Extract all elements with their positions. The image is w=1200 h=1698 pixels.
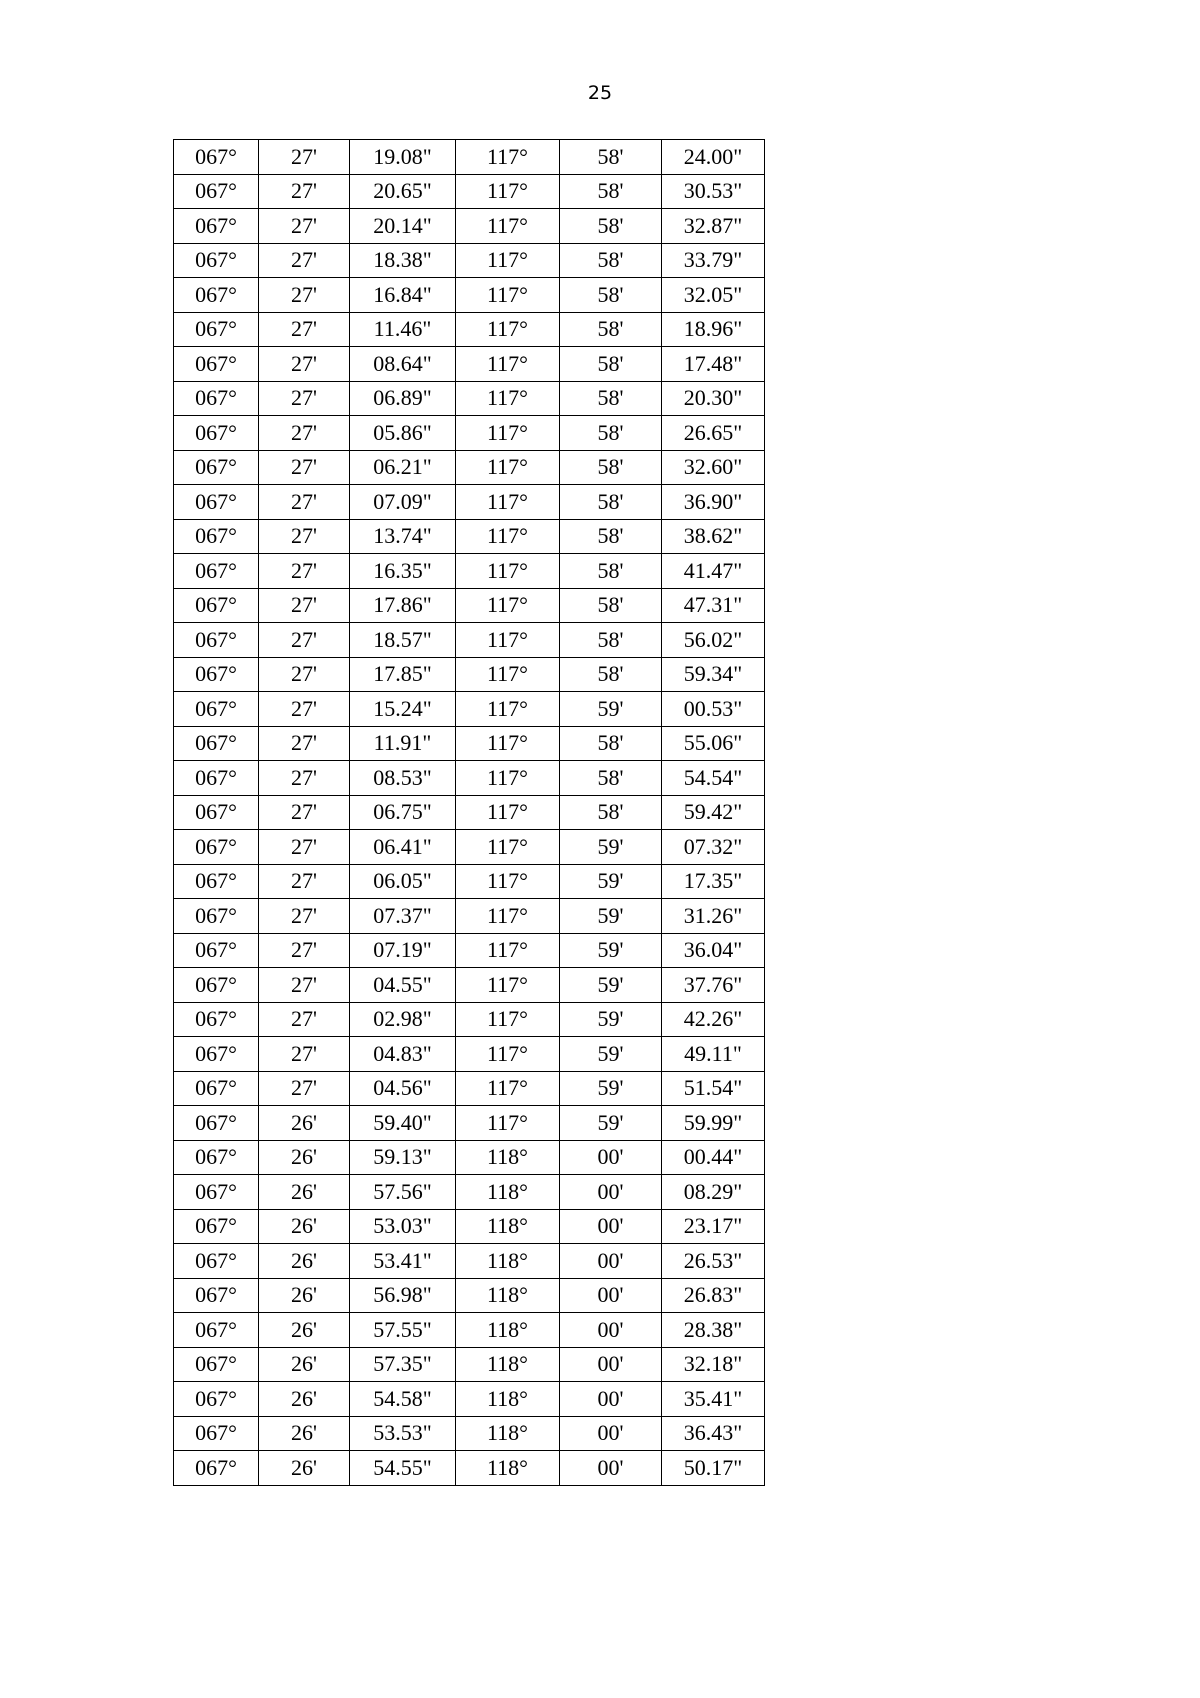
table-row <box>174 761 765 796</box>
lon-seconds-cell: 37.76" <box>662 968 765 1003</box>
lat-minutes-cell: 27' <box>259 657 350 692</box>
lon-seconds-cell: 55.06" <box>662 726 765 761</box>
table-row <box>174 1244 765 1279</box>
lon-minutes-cell: 59' <box>560 864 662 899</box>
lon-degrees-cell: 117° <box>456 519 560 554</box>
table-row <box>174 1313 765 1348</box>
lon-seconds-cell: 59.42" <box>662 795 765 830</box>
lat-minutes-cell: 27' <box>259 830 350 865</box>
lat-degrees-cell: 067° <box>174 209 259 244</box>
lon-degrees-cell: 118° <box>456 1451 560 1486</box>
lon-seconds-cell: 36.90" <box>662 485 765 520</box>
lat-seconds-cell: 15.24" <box>350 692 456 727</box>
lat-degrees-cell: 067° <box>174 1037 259 1072</box>
lon-degrees-cell: 118° <box>456 1278 560 1313</box>
lon-seconds-cell: 20.30" <box>662 381 765 416</box>
lat-seconds-cell: 16.35" <box>350 554 456 589</box>
lat-degrees-cell: 067° <box>174 554 259 589</box>
table-row <box>174 1382 765 1417</box>
lon-seconds-cell: 38.62" <box>662 519 765 554</box>
lat-minutes-cell: 27' <box>259 933 350 968</box>
lon-seconds-cell: 32.05" <box>662 278 765 313</box>
table-row <box>174 1278 765 1313</box>
lat-minutes-cell: 27' <box>259 312 350 347</box>
lon-degrees-cell: 117° <box>456 140 560 175</box>
lon-degrees-cell: 117° <box>456 1002 560 1037</box>
lon-degrees-cell: 117° <box>456 1106 560 1141</box>
lat-degrees-cell: 067° <box>174 588 259 623</box>
lon-degrees-cell: 117° <box>456 312 560 347</box>
lat-seconds-cell: 59.13" <box>350 1140 456 1175</box>
lon-seconds-cell: 59.99" <box>662 1106 765 1141</box>
lon-degrees-cell: 117° <box>456 347 560 382</box>
lon-degrees-cell: 117° <box>456 899 560 934</box>
lon-seconds-cell: 47.31" <box>662 588 765 623</box>
lon-seconds-cell: 24.00" <box>662 140 765 175</box>
lat-degrees-cell: 067° <box>174 1382 259 1417</box>
lat-degrees-cell: 067° <box>174 623 259 658</box>
lat-seconds-cell: 06.41" <box>350 830 456 865</box>
lat-seconds-cell: 54.55" <box>350 1451 456 1486</box>
table-row <box>174 1106 765 1141</box>
lon-minutes-cell: 00' <box>560 1244 662 1279</box>
lat-degrees-cell: 067° <box>174 1209 259 1244</box>
lon-seconds-cell: 59.34" <box>662 657 765 692</box>
lon-degrees-cell: 117° <box>456 209 560 244</box>
lon-degrees-cell: 117° <box>456 657 560 692</box>
lon-seconds-cell: 28.38" <box>662 1313 765 1348</box>
lat-degrees-cell: 067° <box>174 519 259 554</box>
lon-degrees-cell: 117° <box>456 243 560 278</box>
lon-minutes-cell: 58' <box>560 726 662 761</box>
lon-minutes-cell: 00' <box>560 1313 662 1348</box>
lat-minutes-cell: 27' <box>259 1037 350 1072</box>
lat-degrees-cell: 067° <box>174 1071 259 1106</box>
coordinates-table <box>173 139 765 1486</box>
lon-minutes-cell: 59' <box>560 1071 662 1106</box>
lat-minutes-cell: 27' <box>259 519 350 554</box>
table-row <box>174 899 765 934</box>
table-row <box>174 1140 765 1175</box>
lon-degrees-cell: 117° <box>456 864 560 899</box>
lat-seconds-cell: 17.85" <box>350 657 456 692</box>
lat-degrees-cell: 067° <box>174 1002 259 1037</box>
lon-seconds-cell: 31.26" <box>662 899 765 934</box>
lon-minutes-cell: 00' <box>560 1209 662 1244</box>
lat-minutes-cell: 26' <box>259 1106 350 1141</box>
lon-degrees-cell: 118° <box>456 1382 560 1417</box>
lon-degrees-cell: 118° <box>456 1313 560 1348</box>
lat-seconds-cell: 57.35" <box>350 1347 456 1382</box>
table-row <box>174 347 765 382</box>
table-row <box>174 1347 765 1382</box>
lon-degrees-cell: 117° <box>456 174 560 209</box>
lat-seconds-cell: 57.56" <box>350 1175 456 1210</box>
lon-seconds-cell: 54.54" <box>662 761 765 796</box>
table-row <box>174 450 765 485</box>
table-row <box>174 933 765 968</box>
lat-minutes-cell: 26' <box>259 1244 350 1279</box>
lon-seconds-cell: 07.32" <box>662 830 765 865</box>
table-row <box>174 1451 765 1486</box>
lon-degrees-cell: 117° <box>456 278 560 313</box>
table-row <box>174 278 765 313</box>
lat-degrees-cell: 067° <box>174 485 259 520</box>
lon-minutes-cell: 59' <box>560 1037 662 1072</box>
lat-minutes-cell: 26' <box>259 1209 350 1244</box>
lon-minutes-cell: 58' <box>560 554 662 589</box>
lon-minutes-cell: 58' <box>560 278 662 313</box>
lat-seconds-cell: 07.37" <box>350 899 456 934</box>
lat-minutes-cell: 27' <box>259 450 350 485</box>
lon-minutes-cell: 00' <box>560 1140 662 1175</box>
lon-minutes-cell: 58' <box>560 795 662 830</box>
lon-minutes-cell: 58' <box>560 416 662 451</box>
lat-seconds-cell: 18.38" <box>350 243 456 278</box>
lon-degrees-cell: 117° <box>456 726 560 761</box>
lat-seconds-cell: 05.86" <box>350 416 456 451</box>
lat-minutes-cell: 27' <box>259 347 350 382</box>
lon-seconds-cell: 56.02" <box>662 623 765 658</box>
lat-minutes-cell: 27' <box>259 416 350 451</box>
lat-seconds-cell: 06.75" <box>350 795 456 830</box>
lat-seconds-cell: 19.08" <box>350 140 456 175</box>
lon-degrees-cell: 117° <box>456 968 560 1003</box>
lon-seconds-cell: 23.17" <box>662 1209 765 1244</box>
table-row <box>174 1071 765 1106</box>
lon-minutes-cell: 59' <box>560 933 662 968</box>
lon-minutes-cell: 58' <box>560 657 662 692</box>
lon-seconds-cell: 00.53" <box>662 692 765 727</box>
lat-degrees-cell: 067° <box>174 795 259 830</box>
lat-degrees-cell: 067° <box>174 243 259 278</box>
lat-degrees-cell: 067° <box>174 1244 259 1279</box>
lon-minutes-cell: 58' <box>560 519 662 554</box>
table-row <box>174 140 765 175</box>
lat-seconds-cell: 08.53" <box>350 761 456 796</box>
lat-seconds-cell: 18.57" <box>350 623 456 658</box>
lon-seconds-cell: 36.43" <box>662 1416 765 1451</box>
lon-minutes-cell: 58' <box>560 347 662 382</box>
table-row <box>174 312 765 347</box>
lat-degrees-cell: 067° <box>174 1313 259 1348</box>
lat-degrees-cell: 067° <box>174 416 259 451</box>
lat-seconds-cell: 08.64" <box>350 347 456 382</box>
lon-degrees-cell: 117° <box>456 795 560 830</box>
lat-degrees-cell: 067° <box>174 347 259 382</box>
lat-degrees-cell: 067° <box>174 1451 259 1486</box>
lon-minutes-cell: 00' <box>560 1416 662 1451</box>
lat-minutes-cell: 26' <box>259 1278 350 1313</box>
lon-degrees-cell: 117° <box>456 554 560 589</box>
lat-minutes-cell: 27' <box>259 588 350 623</box>
lat-seconds-cell: 06.21" <box>350 450 456 485</box>
lon-minutes-cell: 00' <box>560 1382 662 1417</box>
lon-seconds-cell: 42.26" <box>662 1002 765 1037</box>
lon-minutes-cell: 58' <box>560 485 662 520</box>
lat-seconds-cell: 20.14" <box>350 209 456 244</box>
lat-degrees-cell: 067° <box>174 381 259 416</box>
table-row <box>174 588 765 623</box>
lon-degrees-cell: 117° <box>456 933 560 968</box>
table-row <box>174 1175 765 1210</box>
table-row <box>174 1416 765 1451</box>
lat-degrees-cell: 067° <box>174 450 259 485</box>
table-row <box>174 657 765 692</box>
lat-degrees-cell: 067° <box>174 1347 259 1382</box>
table-row <box>174 864 765 899</box>
lon-minutes-cell: 58' <box>560 450 662 485</box>
lon-seconds-cell: 26.83" <box>662 1278 765 1313</box>
lon-degrees-cell: 118° <box>456 1416 560 1451</box>
lon-minutes-cell: 58' <box>560 588 662 623</box>
lat-minutes-cell: 26' <box>259 1347 350 1382</box>
lat-minutes-cell: 27' <box>259 174 350 209</box>
table-row <box>174 1037 765 1072</box>
lat-degrees-cell: 067° <box>174 726 259 761</box>
lon-minutes-cell: 00' <box>560 1175 662 1210</box>
lon-degrees-cell: 117° <box>456 692 560 727</box>
lat-degrees-cell: 067° <box>174 1175 259 1210</box>
lat-seconds-cell: 06.89" <box>350 381 456 416</box>
lat-seconds-cell: 54.58" <box>350 1382 456 1417</box>
lon-minutes-cell: 58' <box>560 381 662 416</box>
lat-seconds-cell: 16.84" <box>350 278 456 313</box>
lon-degrees-cell: 118° <box>456 1347 560 1382</box>
lon-seconds-cell: 49.11" <box>662 1037 765 1072</box>
lon-seconds-cell: 17.35" <box>662 864 765 899</box>
lat-minutes-cell: 26' <box>259 1416 350 1451</box>
lat-minutes-cell: 27' <box>259 243 350 278</box>
coordinates-table-body <box>174 140 765 1486</box>
lon-seconds-cell: 32.60" <box>662 450 765 485</box>
table-row <box>174 692 765 727</box>
lon-degrees-cell: 117° <box>456 416 560 451</box>
lon-minutes-cell: 58' <box>560 623 662 658</box>
lat-seconds-cell: 07.09" <box>350 485 456 520</box>
table-row <box>174 416 765 451</box>
lat-degrees-cell: 067° <box>174 1106 259 1141</box>
lon-minutes-cell: 59' <box>560 1002 662 1037</box>
lat-minutes-cell: 27' <box>259 864 350 899</box>
lat-degrees-cell: 067° <box>174 933 259 968</box>
lat-seconds-cell: 04.56" <box>350 1071 456 1106</box>
lat-seconds-cell: 59.40" <box>350 1106 456 1141</box>
lon-minutes-cell: 00' <box>560 1347 662 1382</box>
lat-seconds-cell: 06.05" <box>350 864 456 899</box>
table-row <box>174 726 765 761</box>
lat-minutes-cell: 26' <box>259 1175 350 1210</box>
lat-minutes-cell: 27' <box>259 968 350 1003</box>
lon-degrees-cell: 117° <box>456 1037 560 1072</box>
table-row <box>174 519 765 554</box>
table-row <box>174 209 765 244</box>
lat-minutes-cell: 27' <box>259 1071 350 1106</box>
lon-seconds-cell: 32.87" <box>662 209 765 244</box>
lat-minutes-cell: 27' <box>259 899 350 934</box>
lat-degrees-cell: 067° <box>174 830 259 865</box>
lat-seconds-cell: 04.55" <box>350 968 456 1003</box>
table-row <box>174 554 765 589</box>
table-row <box>174 968 765 1003</box>
lat-degrees-cell: 067° <box>174 692 259 727</box>
lat-minutes-cell: 27' <box>259 209 350 244</box>
lon-minutes-cell: 58' <box>560 243 662 278</box>
table-row <box>174 1002 765 1037</box>
lat-minutes-cell: 27' <box>259 381 350 416</box>
lat-seconds-cell: 53.53" <box>350 1416 456 1451</box>
lat-minutes-cell: 26' <box>259 1382 350 1417</box>
lat-minutes-cell: 27' <box>259 278 350 313</box>
lat-degrees-cell: 067° <box>174 140 259 175</box>
lon-minutes-cell: 59' <box>560 1106 662 1141</box>
lon-minutes-cell: 59' <box>560 968 662 1003</box>
lon-degrees-cell: 118° <box>456 1140 560 1175</box>
lat-minutes-cell: 26' <box>259 1451 350 1486</box>
table-row <box>174 1209 765 1244</box>
lon-seconds-cell: 32.18" <box>662 1347 765 1382</box>
lon-minutes-cell: 59' <box>560 830 662 865</box>
lon-minutes-cell: 00' <box>560 1451 662 1486</box>
lat-seconds-cell: 11.46" <box>350 312 456 347</box>
lat-minutes-cell: 26' <box>259 1313 350 1348</box>
lat-seconds-cell: 02.98" <box>350 1002 456 1037</box>
lat-degrees-cell: 067° <box>174 899 259 934</box>
lon-seconds-cell: 51.54" <box>662 1071 765 1106</box>
lon-seconds-cell: 30.53" <box>662 174 765 209</box>
table-row <box>174 381 765 416</box>
lat-degrees-cell: 067° <box>174 864 259 899</box>
table-row <box>174 485 765 520</box>
lon-degrees-cell: 117° <box>456 588 560 623</box>
lon-seconds-cell: 26.65" <box>662 416 765 451</box>
page-number: 25 <box>587 82 613 104</box>
lon-minutes-cell: 58' <box>560 209 662 244</box>
lat-seconds-cell: 20.65" <box>350 174 456 209</box>
lat-seconds-cell: 11.91" <box>350 726 456 761</box>
lat-degrees-cell: 067° <box>174 278 259 313</box>
lat-minutes-cell: 26' <box>259 1140 350 1175</box>
lat-degrees-cell: 067° <box>174 312 259 347</box>
lon-seconds-cell: 36.04" <box>662 933 765 968</box>
lon-degrees-cell: 117° <box>456 761 560 796</box>
lon-seconds-cell: 26.53" <box>662 1244 765 1279</box>
lat-minutes-cell: 27' <box>259 1002 350 1037</box>
lon-degrees-cell: 117° <box>456 381 560 416</box>
lat-degrees-cell: 067° <box>174 657 259 692</box>
lon-degrees-cell: 118° <box>456 1244 560 1279</box>
lon-degrees-cell: 117° <box>456 830 560 865</box>
lat-minutes-cell: 27' <box>259 795 350 830</box>
table-row <box>174 243 765 278</box>
lat-seconds-cell: 57.55" <box>350 1313 456 1348</box>
lon-minutes-cell: 59' <box>560 899 662 934</box>
lat-minutes-cell: 27' <box>259 761 350 796</box>
lat-degrees-cell: 067° <box>174 761 259 796</box>
lon-seconds-cell: 50.17" <box>662 1451 765 1486</box>
lat-degrees-cell: 067° <box>174 1416 259 1451</box>
lat-seconds-cell: 13.74" <box>350 519 456 554</box>
lat-degrees-cell: 067° <box>174 1278 259 1313</box>
lat-seconds-cell: 07.19" <box>350 933 456 968</box>
lon-degrees-cell: 118° <box>456 1209 560 1244</box>
lon-degrees-cell: 117° <box>456 450 560 485</box>
lon-minutes-cell: 58' <box>560 761 662 796</box>
lon-degrees-cell: 117° <box>456 485 560 520</box>
lon-seconds-cell: 08.29" <box>662 1175 765 1210</box>
lon-minutes-cell: 00' <box>560 1278 662 1313</box>
lon-minutes-cell: 59' <box>560 692 662 727</box>
lat-degrees-cell: 067° <box>174 1140 259 1175</box>
lat-seconds-cell: 56.98" <box>350 1278 456 1313</box>
lon-minutes-cell: 58' <box>560 174 662 209</box>
lat-degrees-cell: 067° <box>174 174 259 209</box>
lat-seconds-cell: 53.41" <box>350 1244 456 1279</box>
table-row <box>174 795 765 830</box>
lat-minutes-cell: 27' <box>259 726 350 761</box>
lat-seconds-cell: 17.86" <box>350 588 456 623</box>
lon-degrees-cell: 117° <box>456 623 560 658</box>
lat-minutes-cell: 27' <box>259 554 350 589</box>
table-row <box>174 830 765 865</box>
lon-degrees-cell: 118° <box>456 1175 560 1210</box>
lon-seconds-cell: 18.96" <box>662 312 765 347</box>
lat-seconds-cell: 04.83" <box>350 1037 456 1072</box>
lon-degrees-cell: 117° <box>456 1071 560 1106</box>
lat-seconds-cell: 53.03" <box>350 1209 456 1244</box>
lon-seconds-cell: 33.79" <box>662 243 765 278</box>
lat-minutes-cell: 27' <box>259 485 350 520</box>
table-row <box>174 623 765 658</box>
lat-degrees-cell: 067° <box>174 968 259 1003</box>
lon-seconds-cell: 00.44" <box>662 1140 765 1175</box>
lon-seconds-cell: 35.41" <box>662 1382 765 1417</box>
lat-minutes-cell: 27' <box>259 140 350 175</box>
lon-seconds-cell: 17.48" <box>662 347 765 382</box>
lon-minutes-cell: 58' <box>560 312 662 347</box>
lon-seconds-cell: 41.47" <box>662 554 765 589</box>
lat-minutes-cell: 27' <box>259 623 350 658</box>
table-row <box>174 174 765 209</box>
lat-minutes-cell: 27' <box>259 692 350 727</box>
lon-minutes-cell: 58' <box>560 140 662 175</box>
